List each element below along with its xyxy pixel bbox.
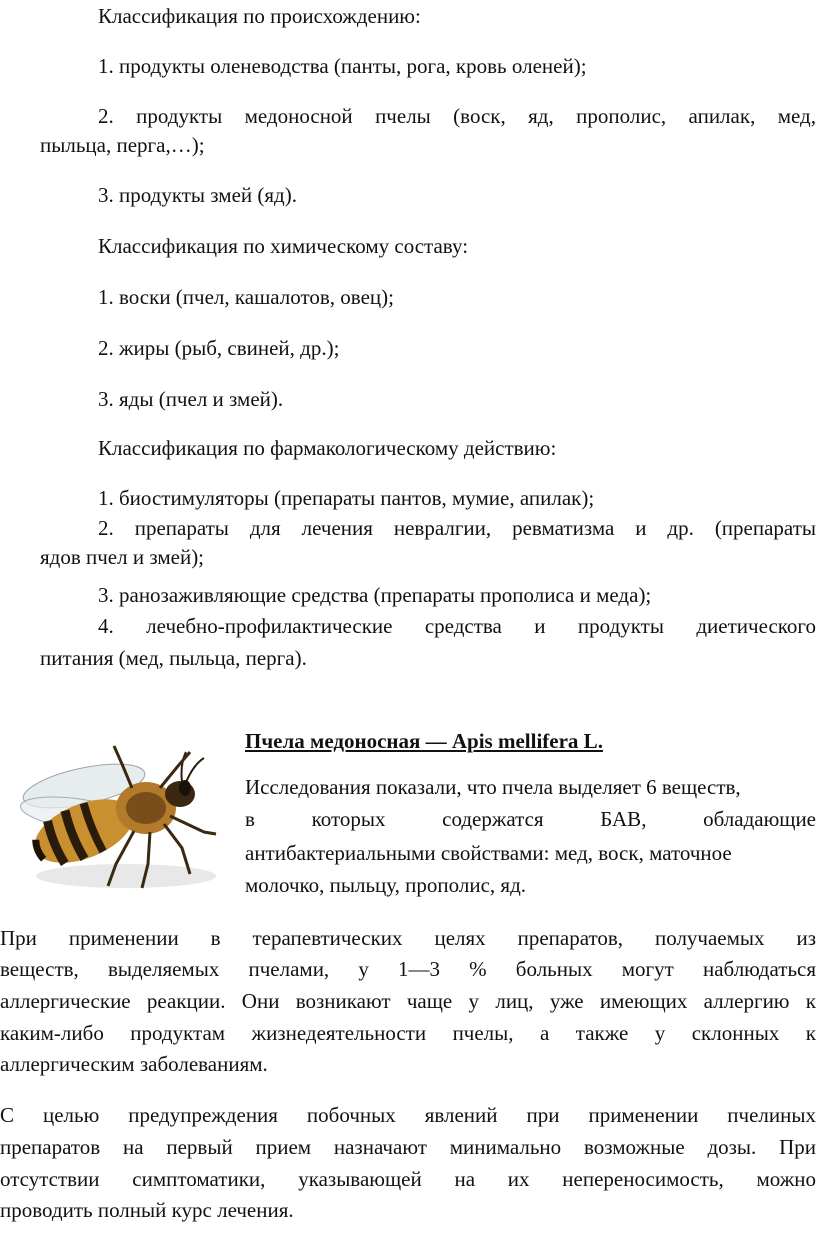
- allergy-line-1: При применении в терапевтических целях препаратов, получаемых из: [0, 926, 816, 950]
- pharma-item-3: 3. ранозаживляющие средства (препараты прополиса и меда);: [98, 583, 652, 607]
- allergy-line-3: аллергические реакции. Они возникают чаще у лиц, уже имеющих аллергию к: [0, 989, 816, 1013]
- bee-illustration: [14, 736, 224, 896]
- pharma-item-2-line-2: ядов пчел и змей);: [40, 545, 205, 569]
- origin-heading: Классификация по происхождению:: [98, 4, 421, 28]
- bee-text-line-4: молочко, пыльцу, прополис, яд.: [245, 873, 527, 897]
- prevention-line-4: проводить полный курс лечения.: [0, 1198, 294, 1222]
- pharma-heading: Классификация по фармакологическому действию:: [98, 436, 557, 460]
- pharma-item-4-line-1: 4. лечебно-профилактические средства и продукты диетического: [98, 614, 816, 638]
- bee-text-line-2: в которых содержатся БАВ, обладающие: [245, 807, 816, 831]
- chemical-item-1: 1. воски (пчел, кашалотов, овец);: [98, 285, 394, 309]
- allergy-line-5: аллергическим заболеваниям.: [0, 1052, 268, 1076]
- prevention-line-3: отсутствии симптоматики, указывающей на их непереносимость, можно: [0, 1167, 816, 1191]
- chemical-item-3: 3. яды (пчел и змей).: [98, 387, 284, 411]
- prevention-line-2: препаратов на первый прием назначают минимально возможные дозы. При: [0, 1135, 816, 1159]
- chemical-heading: Классификация по химическому составу:: [98, 234, 469, 258]
- allergy-line-2: веществ, выделяемых пчелами, у 1—3 % больных могут наблюдаться: [0, 957, 816, 981]
- pharma-item-1: 1. биостимуляторы (препараты пантов, мумие, апилак);: [98, 486, 595, 510]
- pharma-item-2-line-1: 2. препараты для лечения невралгии, ревматизма и др. (препараты: [98, 516, 816, 540]
- chemical-item-2: 2. жиры (рыб, свиней, др.);: [98, 336, 340, 360]
- prevention-line-1: С целью предупреждения побочных явлений при применении пчелиных: [0, 1103, 816, 1127]
- pharma-item-4-line-2: питания (мед, пыльца, перга).: [40, 646, 307, 670]
- origin-item-2-line-2: пыльца, перга,…);: [40, 133, 205, 157]
- bee-title: Пчела медоносная — Apis mellifera L.: [245, 729, 603, 753]
- allergy-line-4: каким-либо продуктам жизнедеятельности пчелы, а также у склонных к: [0, 1021, 816, 1045]
- origin-item-3: 3. продукты змей (яд).: [98, 183, 297, 207]
- bee-text-line-3: антибактериальными свойствами: мед, воск, маточное: [245, 841, 732, 865]
- origin-item-2-line-1: 2. продукты медоносной пчелы (воск, яд, прополис, апилак, мед,: [98, 104, 816, 128]
- origin-item-1: 1. продукты оленеводства (панты, рога, кровь оленей);: [98, 54, 587, 78]
- bee-text-line-1: Исследования показали, что пчела выделяет 6 веществ,: [245, 775, 741, 799]
